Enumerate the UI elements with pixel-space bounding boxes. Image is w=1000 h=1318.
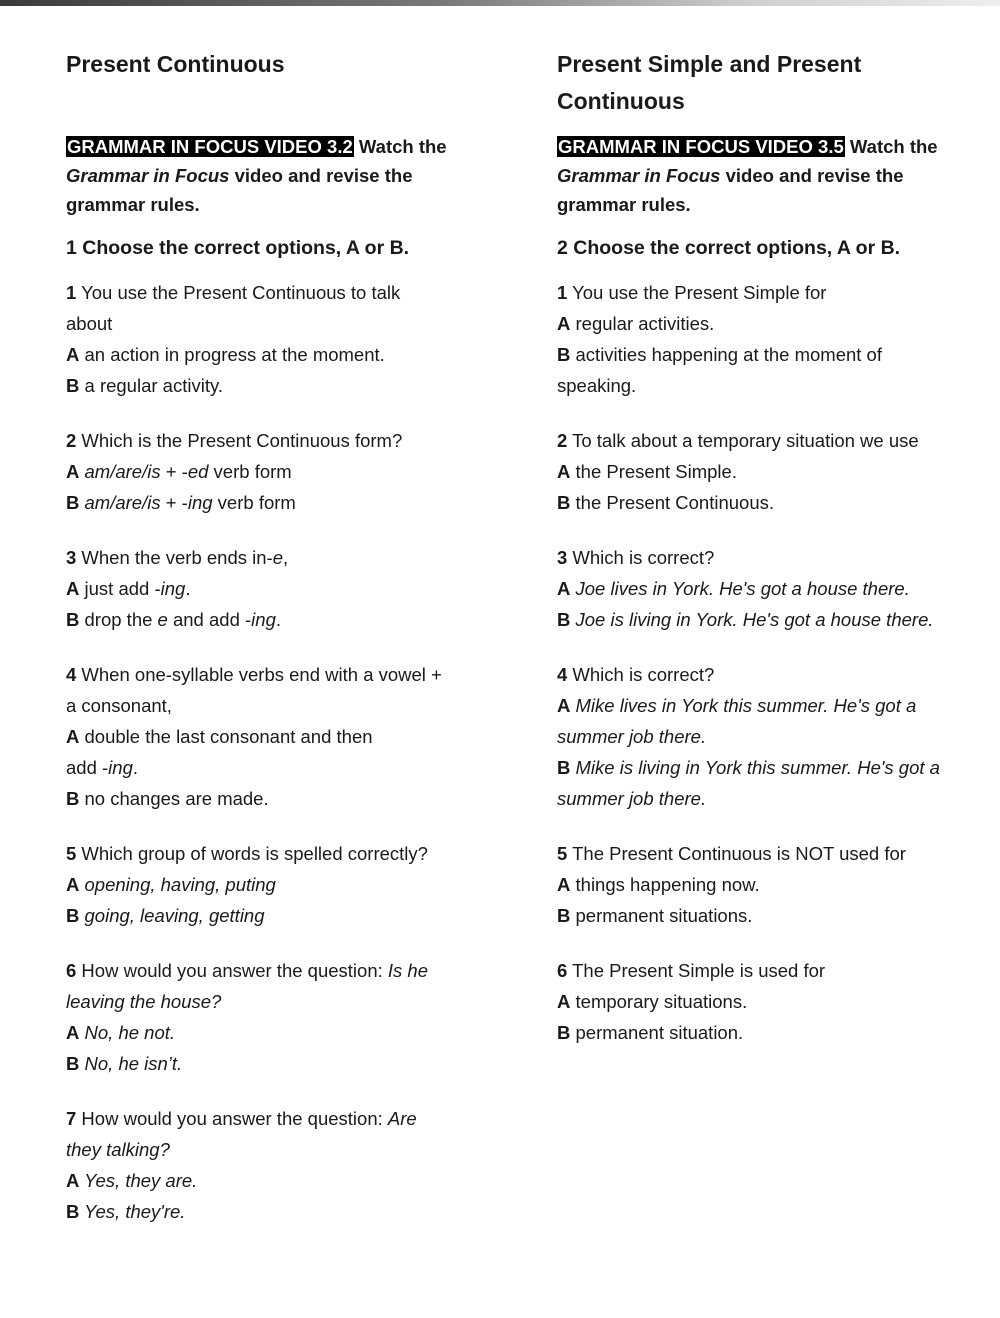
left-task-heading: 1 Choose the correct options, A or B. [66, 237, 410, 259]
right-task-heading: 2 Choose the correct options, A or B. [557, 237, 901, 259]
left-column [66, 46, 486, 1251]
left-question-7: 7 How would you answer the question: Are they talking? A Yes, they are. B Yes, they're. [66, 1108, 417, 1222]
left-question-6: 6 How would you answer the question: Is he leaving the house? A No, he not. B No, he isn’t. [66, 960, 428, 1074]
right-question-5: 5 The Present Continuous is NOT used for A things happening now. B permanent situations. [557, 843, 906, 926]
right-question-2: 2 To talk about a temporary situation we use A the Present Simple. B the Present Continuous. [557, 430, 919, 513]
left-video-tag: GRAMMAR IN FOCUS VIDEO 3.2 [67, 136, 353, 157]
left-question-1: 1 You use the Present Continuous to talk about A an action in progress at the moment. B a regular activity. [66, 282, 401, 396]
left-question-5: 5 Which group of words is spelled correctly? A opening, having, puting B going, leaving, getting [66, 843, 428, 926]
left-question-4: 4 When one-syllable verbs end with a vowel + a consonant, A double the last consonant and then add -ing. B no changes are made. [66, 664, 442, 809]
right-question-6: 6 The Present Simple is used for A temporary situations. B permanent situation. [557, 960, 826, 1043]
right-question-3: 3 Which is correct? A Joe lives in York. He's got a house there. B Joe is living in York. He's got a house there. [557, 547, 934, 630]
left-title: Present Continuous [66, 51, 285, 77]
left-question-3: 3 When the verb ends in-e, A just add -ing. B drop the e and add -ing. [66, 547, 289, 630]
left-question-2: 2 Which is the Present Continuous form? A am/are/is + -ed verb form B am/are/is + -ing verb form [66, 430, 403, 513]
right-column [557, 46, 977, 1072]
right-video-tag: GRAMMAR IN FOCUS VIDEO 3.5 [558, 136, 844, 157]
top-bar [0, 0, 1000, 6]
right-question-1: 1 You use the Present Simple for A regular activities. B activities happening at the moment of speaking. [557, 282, 882, 396]
right-title: Present Simple and Present Continuous [557, 51, 862, 114]
right-question-4: 4 Which is correct? A Mike lives in York this summer. He's got a summer job there. B Mike is living in York this summer. He's got a summer job there. [557, 664, 940, 809]
left-intro: GRAMMAR IN FOCUS VIDEO 3.2 Watch the Grammar in Focus video and revise the grammar rules. [66, 136, 447, 215]
right-intro: GRAMMAR IN FOCUS VIDEO 3.5 Watch the Grammar in Focus video and revise the grammar rules. [557, 136, 938, 215]
